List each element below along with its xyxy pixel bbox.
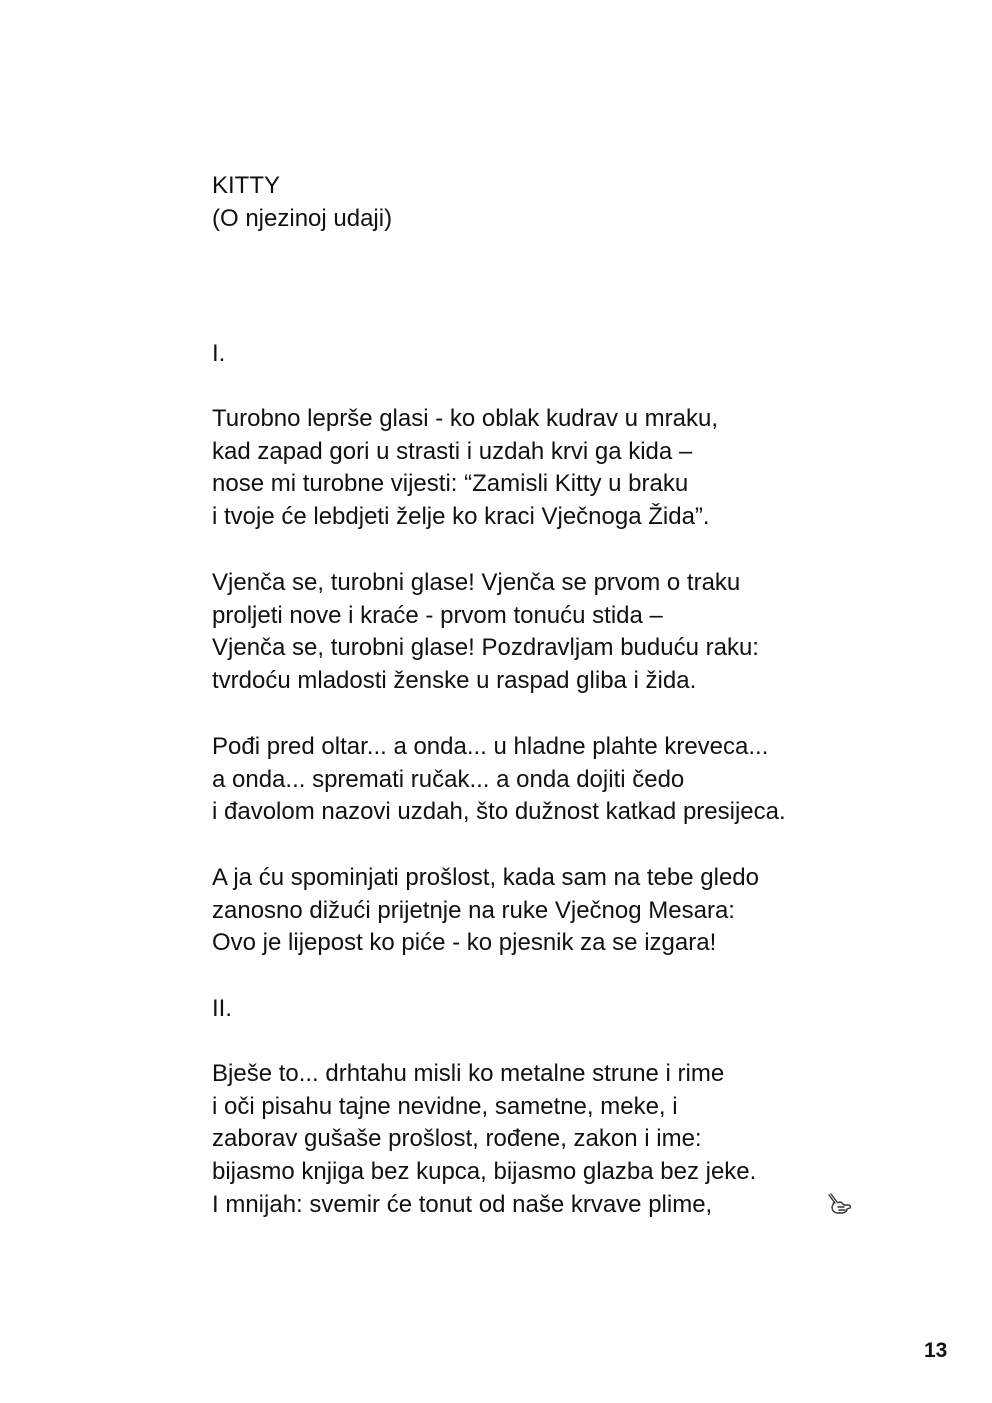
poem-header [212, 170, 392, 235]
page-number: 13 [924, 1339, 948, 1362]
stanza-3 [212, 731, 786, 829]
verse-line: i oči pisahu tajne nevidne, sametne, meke, i [212, 1092, 678, 1120]
verse-line: Vjenča se, turobni glase! Vjenča se prvom o traku [212, 569, 741, 596]
verse-line: nose mi turobne vijesti: “Zamisli Kitty u braku [212, 470, 689, 498]
verse-line: a onda... spremati ručak... a onda dojiti čedo [212, 765, 685, 793]
section-heading-1: I. [212, 340, 226, 367]
verse-line: Ovo je lijepost ko piće - ko pjesnik za se izgara! [212, 929, 717, 957]
verse-line: bijasmo knjiga bez kupca, bijasmo glazba bez jeke. [212, 1158, 757, 1186]
verse-line: i đavolom nazovi uzdah, što dužnost katkad presijeca. [212, 798, 786, 826]
verse-line: kad zapad gori u strasti i uzdah krvi ga kida – [212, 437, 693, 465]
verse-line: zanosno dižući prijetnje na ruke Vječnog Mesara: [212, 896, 735, 924]
verse-line: zaborav gušaše prošlost, rođene, zakon i ime: [212, 1125, 702, 1153]
verse-line: I mnijah: svemir će tonut od naše krvave plime, [212, 1190, 713, 1218]
verse-line: Vjenča se, turobni glase! Pozdravljam buduću raku: [212, 634, 759, 662]
verse-line: i tvoje će lebdjeti želje ko kraci Vječnoga Žida”. [212, 503, 710, 531]
stanza-1 [212, 403, 718, 534]
stanza-2 [212, 567, 759, 698]
verse-line: tvrdoću mladosti ženske u raspad gliba i žida. [212, 667, 697, 695]
verse-line: Pođi pred oltar... a onda... u hladne plahte kreveca... [212, 733, 769, 760]
poem-subtitle: (O njezinoj udaji) [212, 204, 393, 232]
verse-line: A ja ću spominjati prošlost, kada sam na tebe gledo [212, 864, 759, 891]
verse-line: proljeti nove i kraće - prvom tonuću stida – [212, 601, 663, 629]
poem-title: KITTY [212, 172, 281, 199]
pointing-hand-icon [826, 1193, 852, 1215]
verse-line: Turobno leprše glasi - ko oblak kudrav u mraku, [212, 405, 719, 432]
stanza-5 [212, 1058, 756, 1222]
section-heading-2: II. [212, 995, 233, 1022]
verse-line: Bješe to... drhtahu misli ko metalne strune i rime [212, 1060, 725, 1087]
stanza-4 [212, 862, 759, 960]
